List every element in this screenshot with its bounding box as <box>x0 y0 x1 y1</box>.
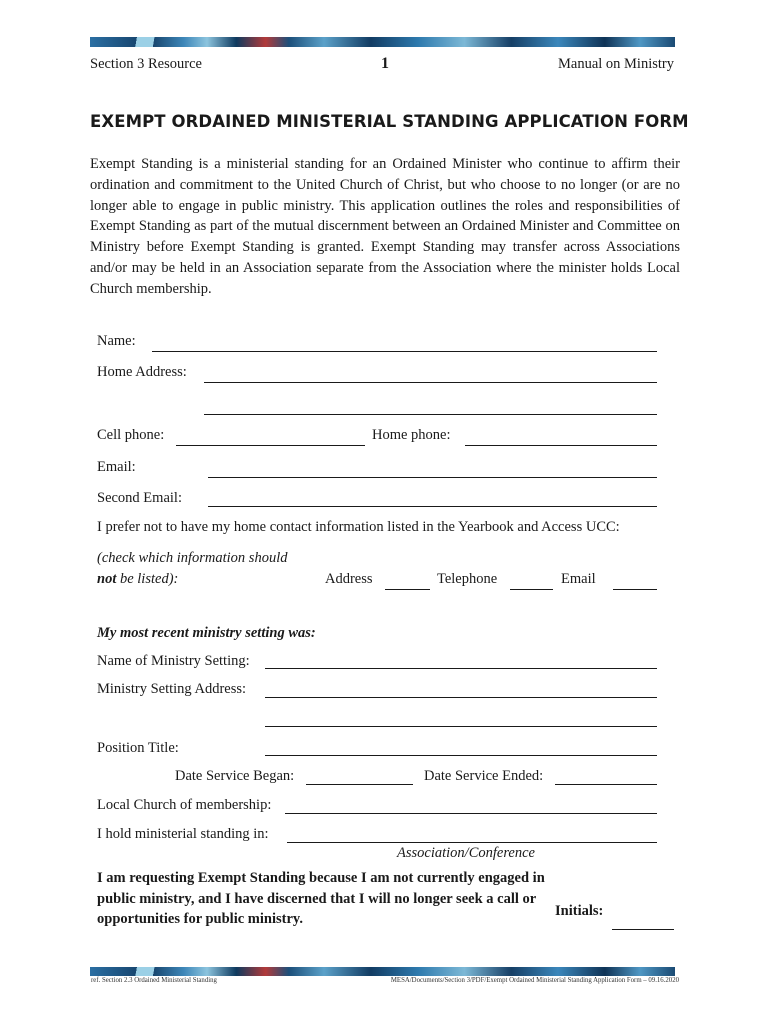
date-began-label: Date Service Began: <box>175 768 295 784</box>
ministry-setting-address-field-line2[interactable] <box>265 726 657 727</box>
initials-field[interactable] <box>612 929 674 930</box>
date-began-field[interactable] <box>306 784 413 785</box>
standing-in-field[interactable] <box>287 842 657 843</box>
option-telephone-label: Telephone <box>437 571 498 587</box>
exempt-request-statement: I am requesting Exempt Standing because I am not currently engaged in public ministry, and I have discerned that I will no longer seek a call or opportunities for public ministry. <box>97 870 545 927</box>
footer-decorative-band <box>90 967 675 976</box>
second-email-field[interactable] <box>208 506 657 507</box>
privacy-hint-rest: be listed): <box>116 571 179 587</box>
local-church-label: Local Church of membership: <box>97 797 272 813</box>
option-email-checkline[interactable] <box>613 589 657 590</box>
header-page-number: 1 <box>381 55 389 72</box>
privacy-hint-not: not <box>97 571 117 587</box>
position-title-field[interactable] <box>265 755 657 756</box>
ministry-setting-address-label: Ministry Setting Address: <box>97 681 247 697</box>
cell-phone-field[interactable] <box>176 445 365 446</box>
header-decorative-band <box>90 37 675 47</box>
intro-paragraph: Exempt Standing is a ministerial standing for an Ordained Minister who continue to affirm their ordination and commitment to the United Church of Christ, but who choose to no longer (or are no longer able to engage in public ministry. This application outlines the roles and responsibilities of Exempt Standing as part of the mutual discernment between an Ordained Minister and Committee on Ministry before Exempt Standing is granted. Exempt Standing may transfer across Associations and/or may be held in an Association separate from the Association where the minister holds Local Church membership. <box>90 156 680 297</box>
option-address-label: Address <box>325 571 373 587</box>
ministry-section-heading: My most recent ministry setting was: <box>97 625 316 641</box>
email-label: Email: <box>97 459 136 475</box>
standing-in-caption: Association/Conference <box>397 845 535 861</box>
email-field[interactable] <box>208 477 657 478</box>
home-phone-label: Home phone: <box>372 427 451 443</box>
privacy-statement: I prefer not to have my home contact information listed in the Yearbook and Access UCC: <box>97 519 620 535</box>
privacy-hint-line1: (check which information should <box>97 550 288 566</box>
cell-phone-label: Cell phone: <box>97 427 165 443</box>
home-address-field-line1[interactable] <box>204 382 657 383</box>
header-section-label: Section 3 Resource <box>90 56 202 72</box>
ministry-setting-address-field-line1[interactable] <box>265 697 657 698</box>
second-email-label: Second Email: <box>97 490 182 506</box>
option-address-checkline[interactable] <box>385 589 430 590</box>
privacy-hint-line2 <box>97 571 178 588</box>
name-field[interactable] <box>152 351 657 352</box>
local-church-field[interactable] <box>285 813 657 814</box>
ministry-setting-name-label: Name of Ministry Setting: <box>97 653 250 669</box>
ministry-setting-name-field[interactable] <box>265 668 657 669</box>
date-ended-field[interactable] <box>555 784 657 785</box>
home-phone-field[interactable] <box>465 445 657 446</box>
option-telephone-checkline[interactable] <box>510 589 553 590</box>
footer-document-path: MESA/Documents/Section 3/PDF/Exempt Ordained Ministerial Standing Application Form – 09.16.2020 <box>390 977 679 984</box>
header-manual-label: Manual on Ministry <box>558 56 674 72</box>
form-title: EXEMPT ORDAINED MINISTERIAL STANDING APPLICATION FORM <box>90 112 689 131</box>
footer-reference: ref. Section 2.3 Ordained Ministerial Standing <box>91 977 217 984</box>
home-address-label: Home Address: <box>97 364 187 380</box>
position-title-label: Position Title: <box>97 740 179 756</box>
name-label: Name: <box>97 333 136 349</box>
initials-label: Initials: <box>555 903 604 919</box>
standing-in-label: I hold ministerial standing in: <box>97 826 269 842</box>
option-email-label: Email <box>561 571 596 587</box>
date-ended-label: Date Service Ended: <box>424 768 544 784</box>
home-address-field-line2[interactable] <box>204 414 657 415</box>
